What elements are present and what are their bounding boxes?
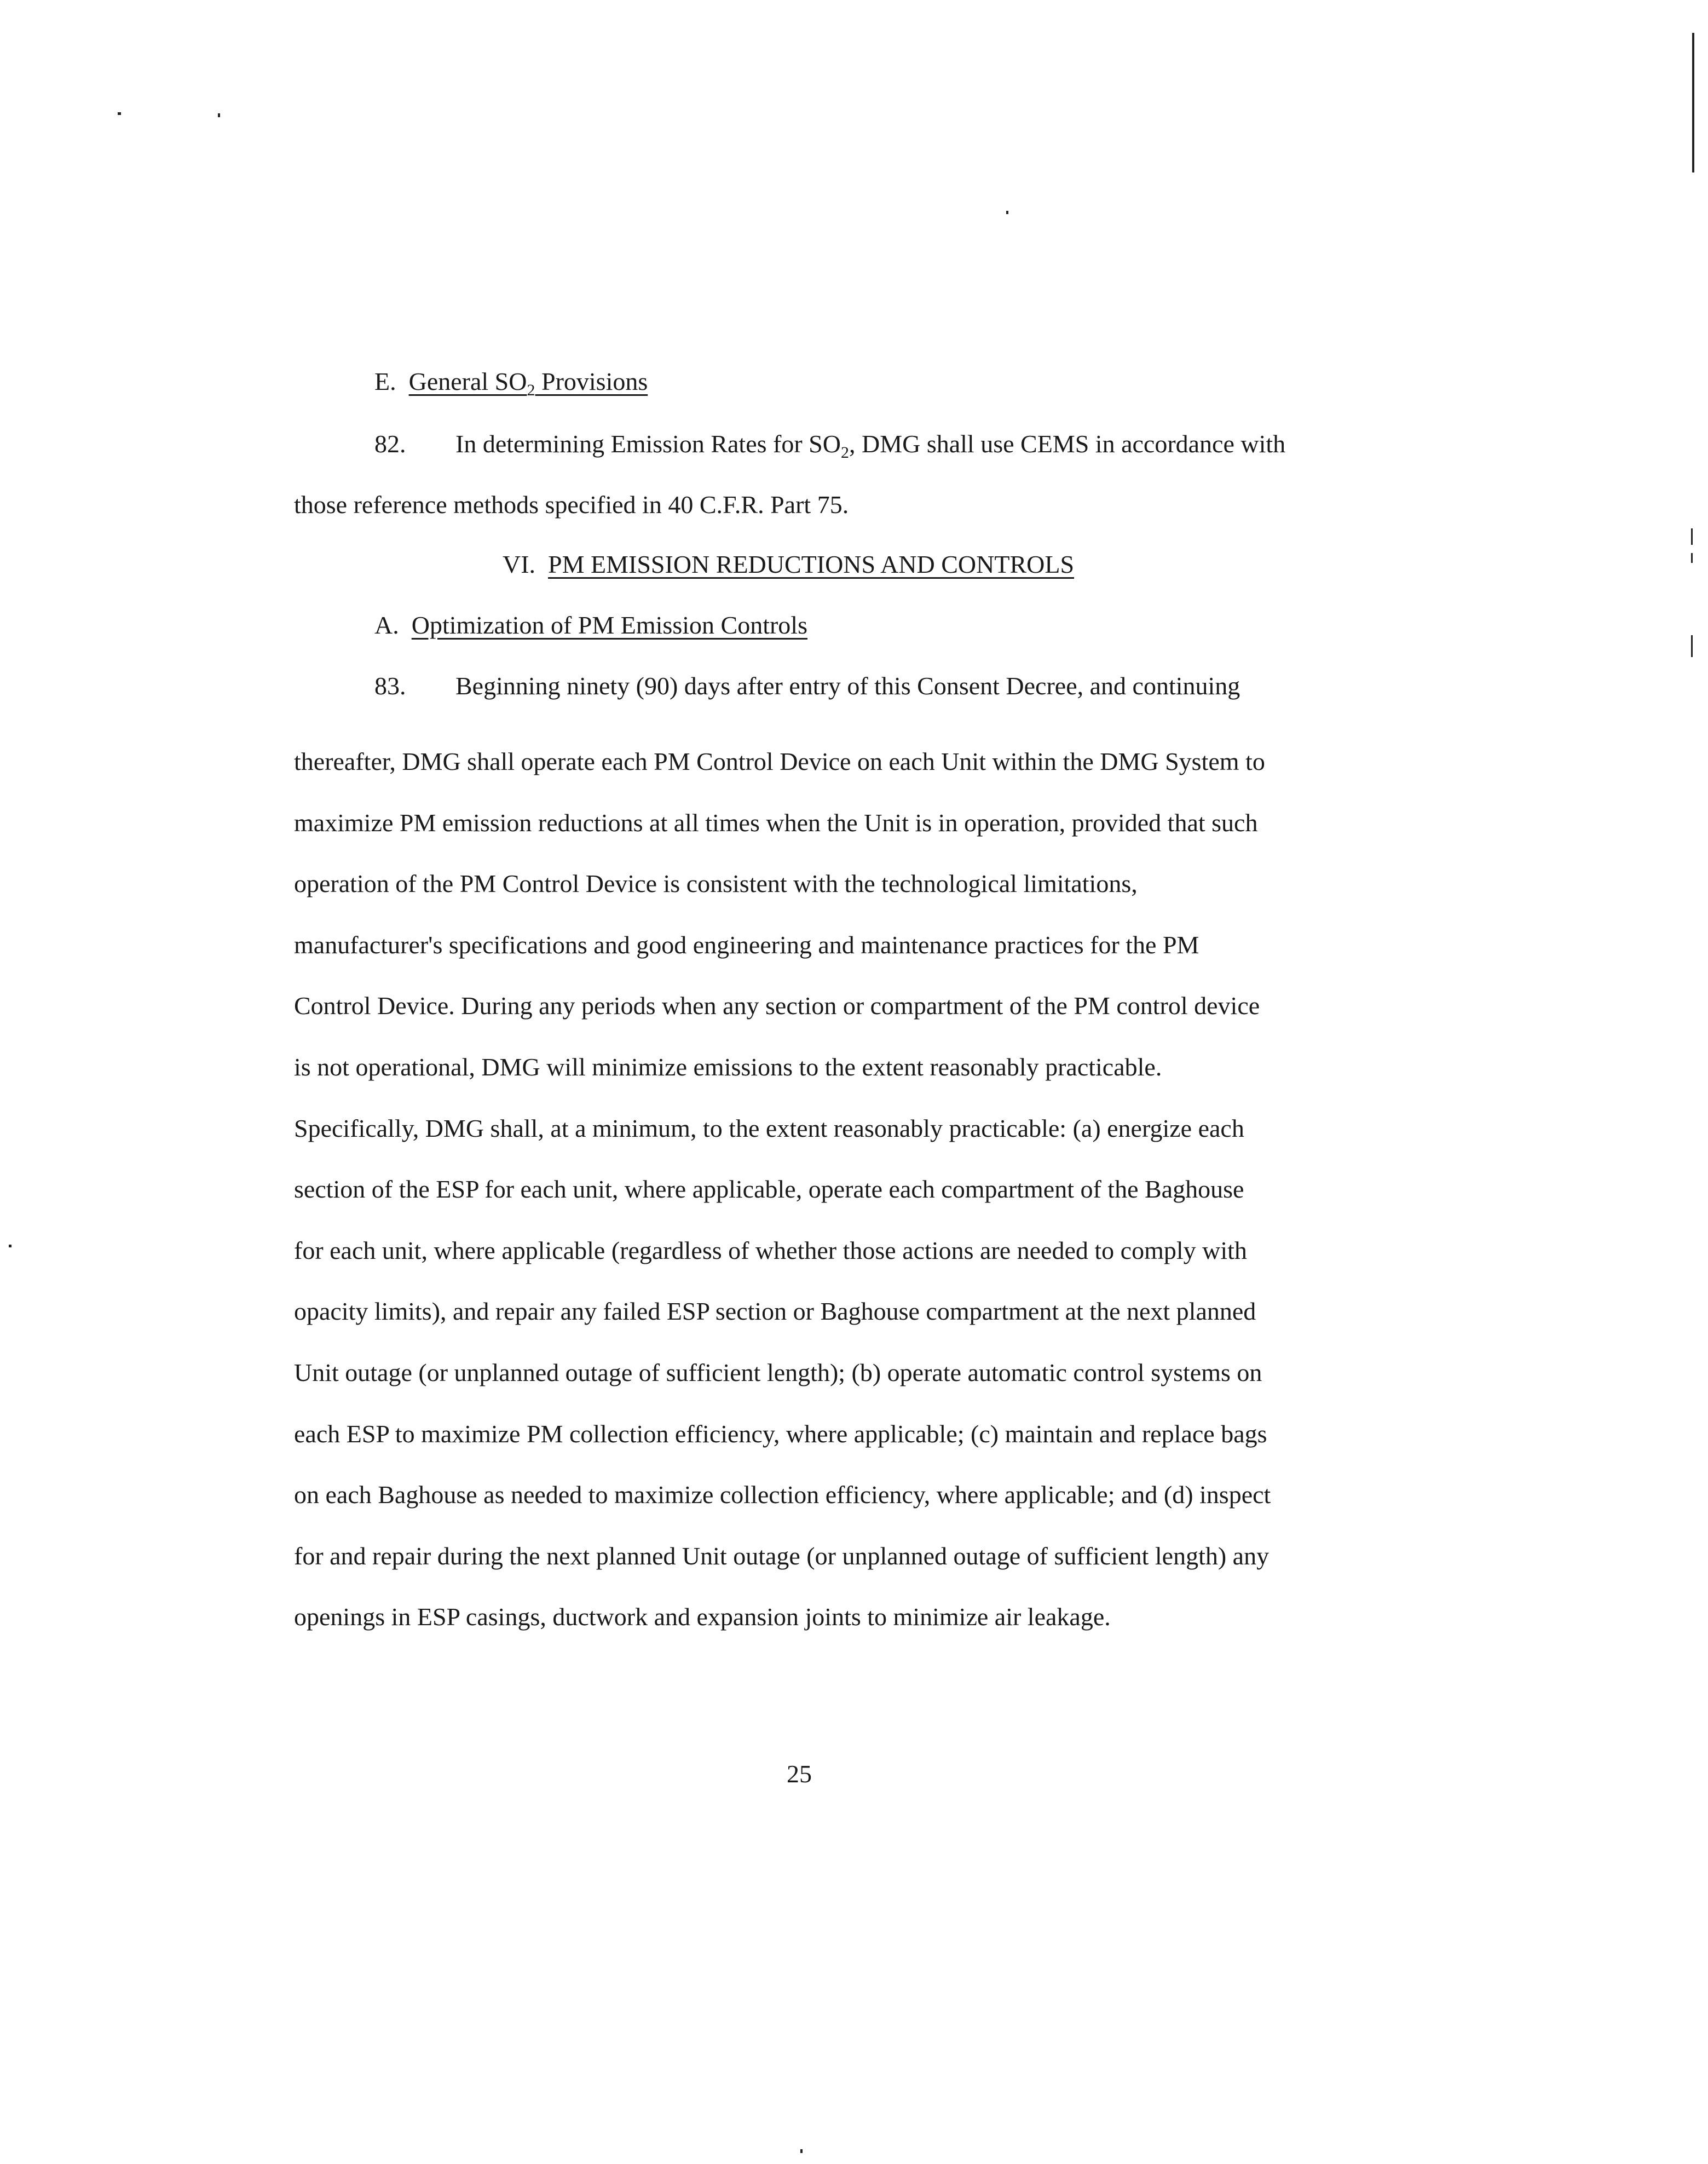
scan-speck <box>218 113 220 117</box>
page-number: 25 <box>787 1760 812 1788</box>
paragraph-82-line-2-text: those reference methods specified in 40 C.F.R. Part 75. <box>294 491 849 519</box>
paragraph-82-text-end: , DMG shall use CEMS in accordance with <box>849 430 1286 458</box>
scan-speck <box>1006 211 1008 214</box>
scan-edge-line <box>1691 635 1693 657</box>
section-e-heading <box>374 366 648 406</box>
paragraph-83-text-line: Specifically, DMG shall, at a minimum, to the extent reasonably practicable: (a) energize each <box>294 1114 1244 1142</box>
section-e-letter: E. <box>374 367 396 395</box>
paragraph-83-body <box>294 731 1271 1648</box>
section-e-title-text-end: Provisions <box>535 367 648 395</box>
paragraph-83-text-line: section of the ESP for each unit, where applicable, operate each compartment of the Baghouse <box>294 1175 1244 1204</box>
section-e-title <box>408 367 648 400</box>
paragraph-83-text-line: for each unit, where applicable (regardless of whether those actions are needed to comply with <box>294 1236 1247 1264</box>
paragraph-83-number: 83. <box>374 672 406 700</box>
paragraph-82-text: In determining Emission Rates for SO <box>455 430 841 458</box>
paragraph-82-number: 82. <box>374 430 406 458</box>
paragraph-83-text-line: Control Device. During any periods when any section or compartment of the PM control device <box>294 992 1260 1020</box>
section-vi-title: PM EMISSION REDUCTIONS AND CONTROLS <box>548 550 1075 578</box>
scan-speck <box>118 112 121 115</box>
paragraph-82-subscript: 2 <box>840 444 849 462</box>
paragraph-83-text-line: manufacturer's specifications and good engineering and maintenance practices for the PM <box>294 930 1199 959</box>
paragraph-83-line-1 <box>374 670 1240 702</box>
paragraph-82-line-2 <box>294 489 849 521</box>
section-a-title: Optimization of PM Emission Controls <box>411 611 807 639</box>
scan-edge-line <box>1691 528 1693 545</box>
section-a-letter: A. <box>374 611 399 639</box>
section-e-title-subscript: 2 <box>527 381 535 400</box>
paragraph-83-text-line: opacity limits), and repair any failed ESP section or Baghouse compartment at the next planned <box>294 1297 1256 1326</box>
paragraph-83-text-line: on each Baghouse as needed to maximize collection efficiency, where applicable; and (d) inspect <box>294 1481 1271 1509</box>
scan-edge-line <box>1692 33 1694 172</box>
paragraph-83-text-line: is not operational, DMG will minimize emissions to the extent reasonably practicable. <box>294 1052 1162 1081</box>
section-vi-heading <box>503 549 1074 580</box>
paragraph-82-line-1 <box>374 428 1285 469</box>
scan-speck <box>9 1245 11 1247</box>
paragraph-83-text-line: each ESP to maximize PM collection efficiency, where applicable; (c) maintain and replace bags <box>294 1419 1267 1448</box>
scan-speck <box>800 2149 803 2153</box>
paragraph-83-text-line: thereafter, DMG shall operate each PM Control Device on each Unit within the DMG System to <box>294 747 1265 775</box>
paragraph-83-text-line: for and repair during the next planned Unit outage (or unplanned outage of sufficient length) any <box>294 1541 1270 1570</box>
section-vi-numeral: VI. <box>503 550 536 578</box>
paragraph-83-text-line: Unit outage (or unplanned outage of sufficient length); (b) operate automatic control systems on <box>294 1358 1262 1386</box>
paragraph-83-text-line: Beginning ninety (90) days after entry of this Consent Decree, and continuing <box>455 672 1240 700</box>
paragraph-83-text-line: openings in ESP casings, ductwork and expansion joints to minimize air leakage. <box>294 1603 1111 1631</box>
section-a-heading <box>374 609 807 641</box>
paragraph-83-text-line: maximize PM emission reductions at all times when the Unit is in operation, provided that such <box>294 808 1258 837</box>
section-e-title-text: General SO <box>408 367 527 395</box>
scan-edge-line <box>1691 553 1693 563</box>
paragraph-83-text-line: operation of the PM Control Device is consistent with the technological limitations, <box>294 870 1138 898</box>
